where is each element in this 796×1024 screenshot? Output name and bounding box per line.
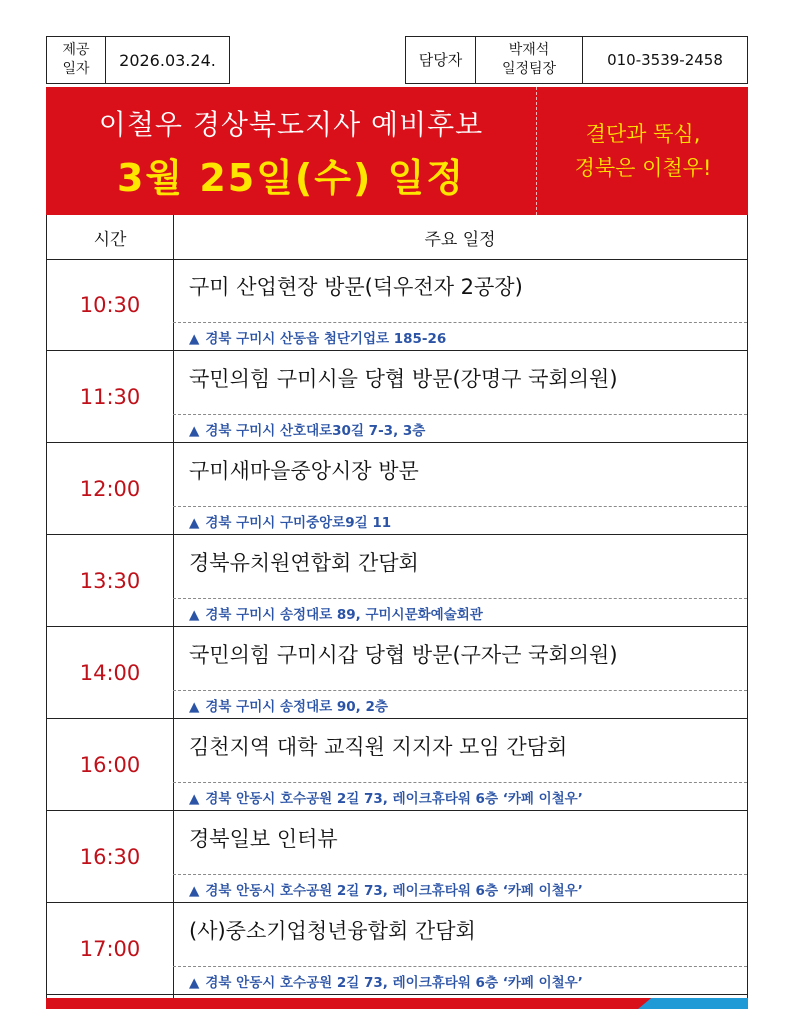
schedule-rows (47, 259, 747, 995)
manager-label: 담당자 (405, 36, 476, 84)
row-time: 12:00 (79, 477, 141, 501)
title-banner (46, 87, 748, 215)
manager-name-line1: 박재석 (508, 42, 550, 58)
row-title: 경북일보 인터뷰 (189, 827, 338, 851)
address-text: 경북 구미시 송정대로 89, 구미시문화예술회관 (205, 607, 483, 623)
banner-date: 3월 25일(수) 일정 (116, 156, 466, 200)
row-time: 16:00 (79, 753, 141, 777)
triangle-up-icon: ▲ (189, 699, 200, 715)
row-address (189, 787, 583, 807)
table-row (47, 535, 747, 627)
header-schedule: 주요 일정 (424, 229, 496, 250)
triangle-up-icon: ▲ (189, 791, 200, 807)
row-time: 14:00 (79, 661, 141, 685)
row-separator (173, 690, 747, 691)
triangle-up-icon: ▲ (189, 423, 200, 439)
row-separator (173, 966, 747, 967)
footer-blue-stripe (638, 998, 748, 1009)
row-separator (173, 414, 747, 415)
row-separator (173, 874, 747, 875)
date-label-line1: 제공 (62, 42, 90, 58)
row-address (189, 971, 583, 991)
row-title: 구미 산업현장 방문(덕우전자 2공장) (189, 275, 523, 299)
row-time: 11:30 (79, 385, 141, 409)
table-row (47, 627, 747, 719)
row-title: 김천지역 대학 교직원 지지자 모임 간담회 (189, 735, 568, 759)
triangle-up-icon: ▲ (189, 515, 200, 531)
date-value: 2026.03.24. (105, 36, 230, 84)
row-title: 경북유치원연합회 간담회 (189, 551, 419, 575)
row-title: 구미새마을중앙시장 방문 (189, 459, 419, 483)
schedule-table (46, 215, 748, 998)
manager-name (475, 36, 583, 84)
phone-number: 010-3539-2458 (582, 36, 748, 84)
row-title: 국민의힘 구미시을 당협 방문(강명구 국회의원) (189, 367, 618, 391)
address-text: 경북 안동시 호수공원 2길 73, 레이크휴타워 6층 ‘카페 이철우’ (205, 883, 583, 899)
table-row (47, 443, 747, 535)
triangle-up-icon: ▲ (189, 975, 200, 991)
header-time: 시간 (93, 229, 127, 250)
row-separator (173, 506, 747, 507)
row-title: (사)중소기업청년융합회 간담회 (189, 919, 476, 943)
triangle-up-icon: ▲ (189, 607, 200, 623)
slogan-line1: 결단과 뚝심, (585, 122, 701, 146)
row-time: 10:30 (79, 293, 141, 317)
slogan-line2: 경북은 이철우! (574, 156, 712, 180)
address-text: 경북 구미시 산동읍 첨단기업로 185-26 (205, 331, 447, 347)
triangle-up-icon: ▲ (189, 883, 200, 899)
row-separator (173, 782, 747, 783)
address-text: 경북 구미시 산호대로30길 7-3, 3층 (205, 423, 426, 439)
row-address (189, 419, 425, 439)
address-text: 경북 구미시 송정대로 90, 2층 (205, 699, 388, 715)
address-text: 경북 구미시 구미중앙로9길 11 (205, 515, 392, 531)
row-address (189, 695, 388, 715)
table-row (47, 903, 747, 995)
row-separator (173, 598, 747, 599)
row-time: 13:30 (79, 569, 141, 593)
banner-title: 이철우 경상북도지사 예비후보 (98, 108, 484, 141)
info-bar (46, 36, 748, 86)
banner-divider (536, 87, 537, 215)
address-text: 경북 안동시 호수공원 2길 73, 레이크휴타워 6층 ‘카페 이철우’ (205, 975, 583, 991)
row-address (189, 327, 446, 347)
table-row (47, 811, 747, 903)
footer-accent-bar (46, 998, 748, 1009)
manager-name-line2: 일정팀장 (501, 61, 557, 77)
date-label (46, 36, 106, 84)
row-address (189, 879, 583, 899)
date-label-line2: 일자 (62, 61, 90, 77)
row-address (189, 603, 483, 623)
address-text: 경북 안동시 호수공원 2길 73, 레이크휴타워 6층 ‘카페 이철우’ (205, 791, 583, 807)
triangle-up-icon: ▲ (189, 331, 200, 347)
row-time: 16:30 (79, 845, 141, 869)
table-row (47, 719, 747, 811)
row-separator (173, 322, 747, 323)
table-row (47, 351, 747, 443)
table-header (47, 215, 747, 260)
table-row (47, 259, 747, 351)
banner-slogan (538, 117, 748, 185)
row-time: 17:00 (79, 937, 141, 961)
row-title: 국민의힘 구미시갑 당협 방문(구자근 국회의원) (189, 643, 618, 667)
row-address (189, 511, 391, 531)
